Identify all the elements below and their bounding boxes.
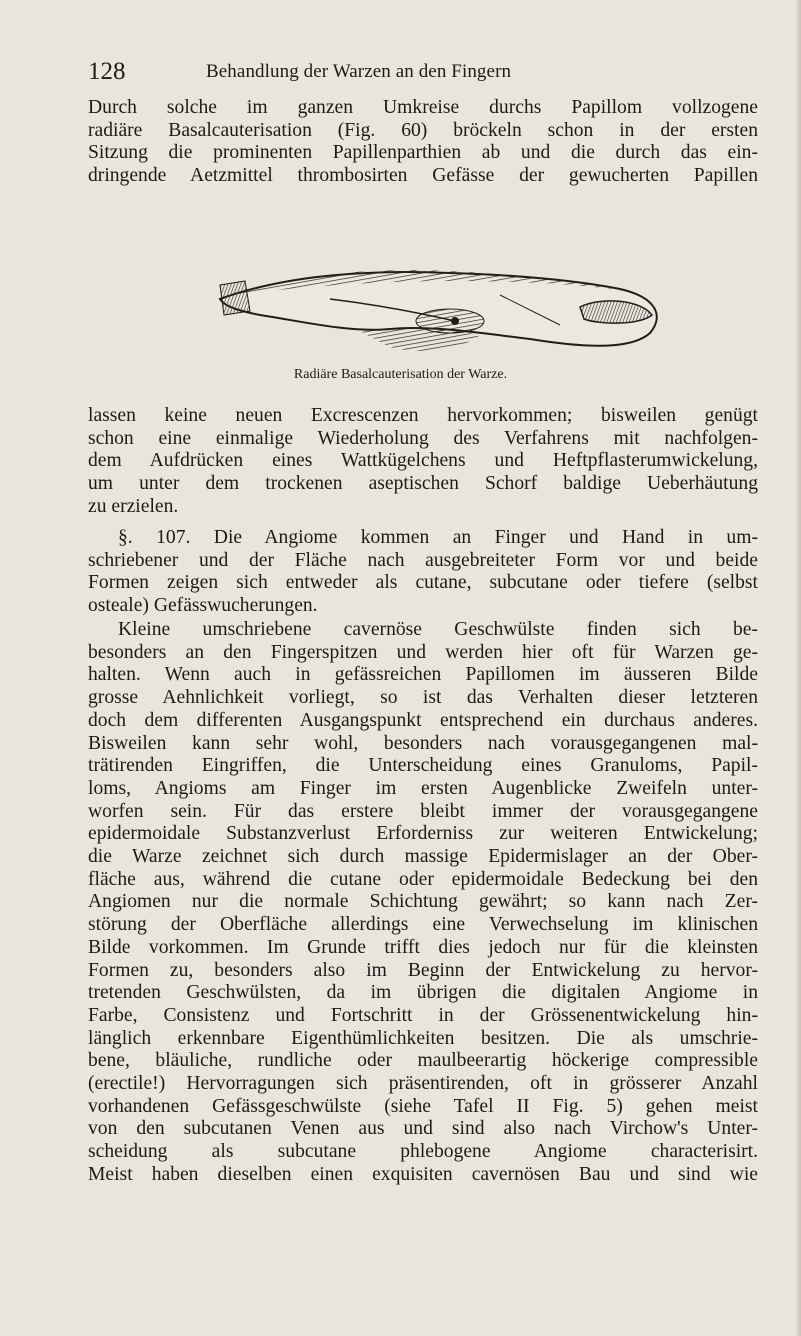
text-line: Formen zeigen sich entweder als cutane, subcutane oder tiefere (selbst xyxy=(88,572,758,594)
text-line: besonders an den Fingerspitzen und werden hier oft für Warzen ge- xyxy=(88,641,758,663)
paragraph-kleine xyxy=(88,619,758,1187)
text-line: dem Aufdrücken eines Wattkügelchens und Heftpflasterumwickelung, xyxy=(88,450,758,472)
text-line: dringende Aetzmittel thrombosirten Gefässe der gewucherten Papillen xyxy=(88,165,758,187)
text-line: scheidung als subcutane phlebogene Angiome characterisirt. xyxy=(88,1141,758,1163)
page-edge-shadow xyxy=(795,0,801,1336)
text-line: Bisweilen kann sehr wohl, besonders nach vorausgegangenen mal- xyxy=(88,732,758,754)
text-line: lassen keine neuen Excrescenzen hervorkommen; bisweilen genügt xyxy=(88,405,758,426)
text-line: bene, bläuliche, rundliche oder maulbeerartig höckerige compressible xyxy=(88,1050,758,1072)
text-line: schriebener und der Fläche nach ausgebreiteter Form vor und beide xyxy=(88,549,758,571)
text-line: (erectile!) Hervorragungen sich präsentirenden, oft in grösserer Anzahl xyxy=(88,1073,758,1095)
finger-figure-illustration xyxy=(200,255,680,363)
figure-caption: Radiäre Basalcauterisation der Warze. xyxy=(293,367,508,382)
section-107 xyxy=(88,527,758,618)
text-line: zu erzielen. xyxy=(88,495,179,517)
text-line: fläche aus, während die cutane oder epidermoidale Bedeckung bei den xyxy=(88,868,758,890)
text-line: radiäre Basalcauterisation (Fig. 60) bröckeln schon in der ersten xyxy=(88,119,758,141)
text-line: Farbe, Consistenz und Fortschritt in der Grössenentwickelung hin- xyxy=(88,1004,758,1026)
text-line: worfen sein. Für das erstere bleibt immer der vorausgegangene xyxy=(88,800,758,822)
text-line: loms, Angioms am Finger im ersten Augenblicke Zweifeln unter- xyxy=(88,777,758,799)
text-line: schon eine einmalige Wiederholung des Verfahrens mit nachfolgen- xyxy=(88,427,758,449)
text-line: doch dem differenten Ausgangspunkt entsprechend ein durchaus anderes. xyxy=(88,709,758,731)
running-head: Behandlung der Warzen an den Fingern xyxy=(206,61,512,82)
text-line: um unter dem trockenen aseptischen Schorf baldige Ueberhäutung xyxy=(88,473,758,495)
paragraph-top xyxy=(88,97,758,188)
text-line: Durch solche im ganzen Umkreise durchs Papillom vollzogene xyxy=(88,97,758,118)
paragraph-after-figure xyxy=(88,405,758,519)
text-line: störung der Oberfläche allerdings eine Verwechselung im klinischen xyxy=(88,914,758,936)
text-line: Bilde vorkommen. Im Grunde trifft dies jedoch nur für die kleinsten xyxy=(88,936,758,958)
text-line: osteale) Gefässwucherungen. xyxy=(88,595,318,617)
text-line: Meist haben dieselben einen exquisiten cavernösen Bau und sind wie xyxy=(88,1163,758,1185)
text-line: Angiomen nur die normale Schichtung gewährt; so kann nach Zer- xyxy=(88,891,758,913)
text-line: grosse Aehnlichkeit vorliegt, so ist das Verhalten dieser letzteren xyxy=(88,687,758,709)
text-line: länglich erkennbare Eigenthümlichkeiten besitzen. Die als umschrie- xyxy=(88,1027,758,1049)
page-number: 128 xyxy=(88,58,126,85)
text-line: epidermoidale Substanzverlust Erforderniss zur weiteren Entwickelung; xyxy=(88,823,758,845)
text-line: vorhandenen Gefässgeschwülste (siehe Tafel II Fig. 5) gehen meist xyxy=(88,1095,758,1117)
text-line: §. 107. Die Angiome kommen an Finger und Hand in um- xyxy=(118,527,758,548)
text-line: halten. Wenn auch in gefässreichen Papillomen im äusseren Bilde xyxy=(88,664,758,686)
text-line: tretenden Geschwülsten, da im übrigen die digitalen Angiome in xyxy=(88,982,758,1004)
text-line: die Warze zeichnet sich durch massige Epidermislager an der Ober- xyxy=(88,846,758,868)
page-header xyxy=(88,58,728,88)
text-line: Formen zu, besonders also im Beginn der Entwickelung zu hervor- xyxy=(88,959,758,981)
text-line: Sitzung die prominenten Papillenparthien ab und die durch das ein- xyxy=(88,142,758,164)
text-line: trätirenden Eingriffen, die Unterscheidung eines Granuloms, Papil- xyxy=(88,755,758,777)
text-line: von den subcutanen Venen aus und sind also nach Virchow's Unter- xyxy=(88,1118,758,1140)
text-line: Kleine umschriebene cavernöse Geschwülste finden sich be- xyxy=(118,619,758,640)
